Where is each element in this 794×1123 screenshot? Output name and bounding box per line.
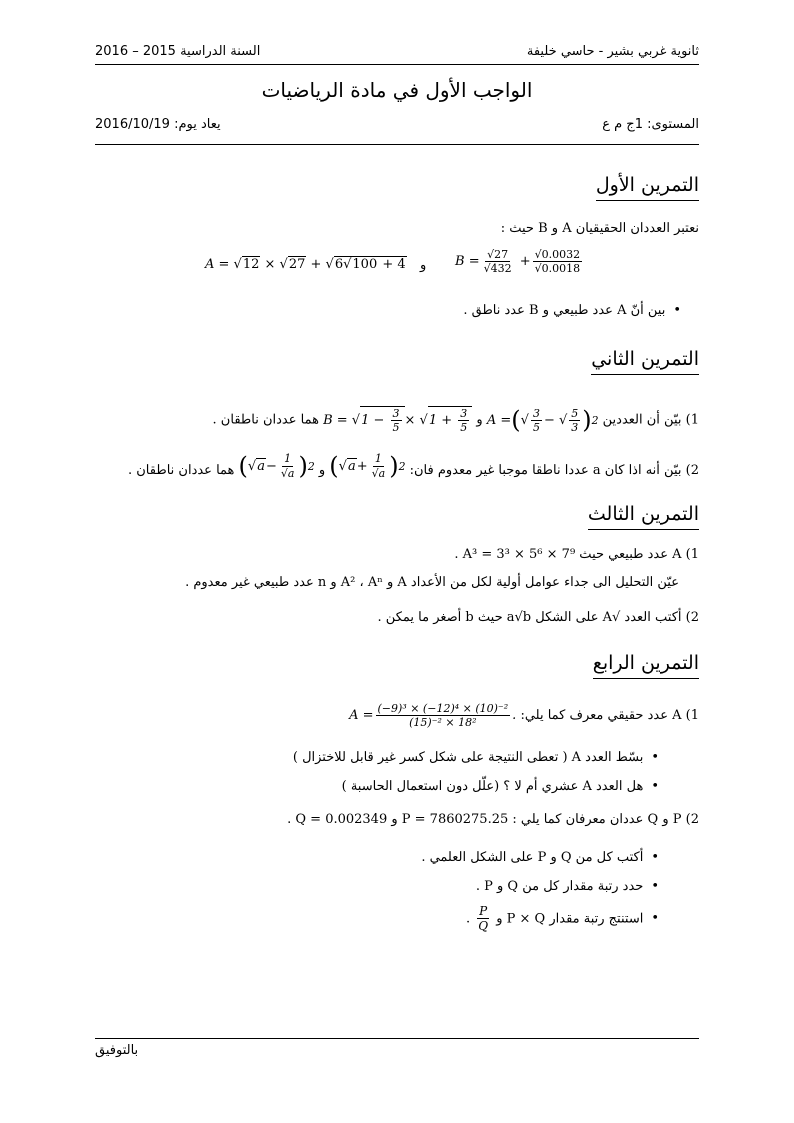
ex1-and: و [420,258,427,273]
exercise-1-title: التمرين الأول [596,174,699,201]
ex3-q2: 2) أكتب العدد √A على الشكل a√b حيث b أصغر ما يمكن . [377,610,699,625]
ex4-q2-bullet1: •أكتب كل من Q و P على الشكل العلمي . [421,850,659,865]
header-divider-2 [95,144,699,145]
due-date: يعاد يوم: 2016/10/19 [95,117,221,132]
ex4-q1: 1) A عدد حقيقي معرف كما يلي: A = $\frac{\text{(−9)³ × (−12)⁴ × (10)⁻²}}{\text{(15)⁻² × 18²}}$ . [349,702,699,730]
ex1-bullet: •بين أنّ A عدد طبيعي و B عدد ناطق . [463,303,681,318]
ex4-q2-bullet2: •حدد رتبة مقدار كل من Q و P . [475,879,659,894]
ex1-intro: نعتبر العددان الحقيقيان A و B حيث : [500,221,699,236]
page-title: الواجب الأول في مادة الرياضيات [261,78,533,102]
level-label: المستوى: 1ج م ع [602,117,699,132]
header-top [95,44,699,59]
header-bottom [95,117,699,132]
ex1-equation-b: B = $\frac{√27}{√432}$ + $\frac{√0.0032}{√0.0018}$ [455,248,581,276]
school-name: ثانوية غربي بشير - حاسي خليفة [526,44,699,59]
footer-divider [95,1038,699,1039]
exercise-2-title: التمرين الثاني [591,348,699,375]
ex4-q1-bullet1: •بسّط العدد A ( تعطى النتيجة على شكل كسر غير قابل للاختزال ) [292,750,659,765]
school-year: السنة الدراسية 2015 – 2016 [95,44,261,59]
header-divider [95,64,699,65]
exercise-4-title: التمرين الرابع [593,652,699,679]
ex1-equation-a: A = √ 12 × √ 27 + √ 6√100 + 4 [205,256,406,272]
ex4-q2-bullet3: •استنتج رتبة مقدار P × Q و $\frac{P}{Q}$ . [465,904,659,934]
exercise-3-title: التمرين الثالث [588,503,699,530]
ex3-q1a: 1) A عدد طبيعي حيث A³ = 3³ × 5⁶ × 7⁹ . [454,547,699,562]
footer-text: بالتوفيق [95,1043,139,1058]
ex4-q1-bullet2: •هل العدد A عشري أم لا ؟ (علّل دون استعمال الحاسبة ) [341,779,659,794]
ex2-q2: 2) بيّن أنه اذا كان a عددا ناطقا موجبا غير معدوم فان: ( √ a + $\frac{1}{√a}$ ) 2 و ( √ a − $\frac{1}{√a}$ ) 2 هما عددان ناطقان . [128,452,699,480]
ex4-q2: 2) P و Q عددان معرفان كما يلي : P = 7860275.25 و Q = 0.002349 . [287,812,699,827]
ex2-q1: 1) بيّن أن العددين A = ( √ $\frac{3}{5}$ − √ $\frac{5}{3}$ ) 2 و B = √ 1 − $\frac{3}{5}$ × √ 1 + $\frac{3}{5}$ هما عددان ناطقان . [212,406,699,435]
document-page [95,0,699,1123]
ex3-q1b: عيّن التحليل الى جداء عوامل أولية لكل من الأعداد A و A² ، Aⁿ و n عدد طبيعي غير معدوم . [185,575,679,590]
